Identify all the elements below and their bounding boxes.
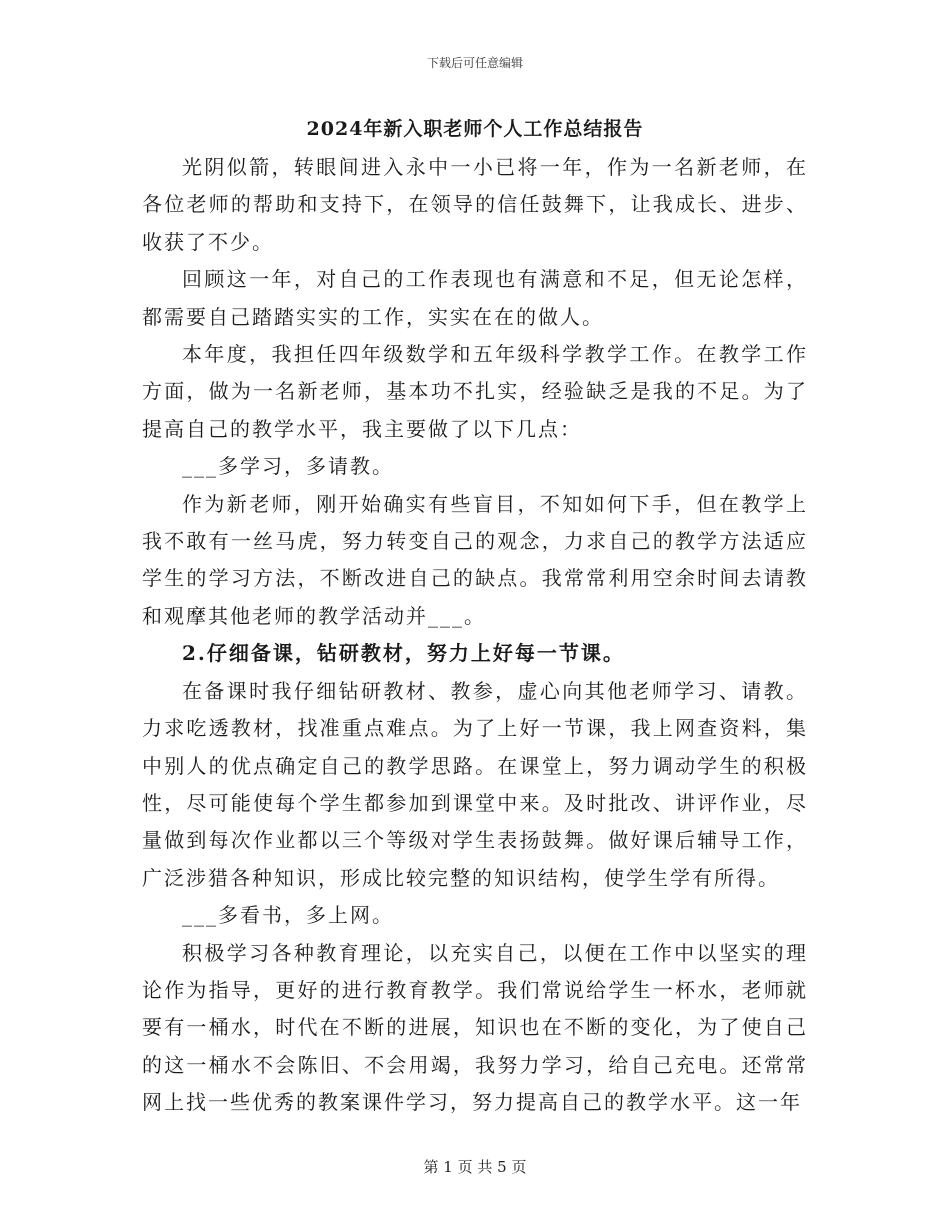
- paragraph-point-3: 积极学习各种教育理论，以充实自己，以便在工作中以坚实的理论作为指导，更好的进行教育教学。我们常说给学生一杯水，老师就要有一桶水，时代在不断的进展，知识也在不断的变化，为了使自己的这一桶水不会陈旧、不会用竭，我努力学习，给自己充电。还常常网上找一些优秀的教案课件学习，努力提高自己的教学水平。这一年: [142, 940, 808, 1115]
- paragraph-review: 回顾这一年，对自己的工作表现也有满意和不足，但无论怎样，都需要自己踏踏实实的工作，实实在在的做人。: [142, 267, 808, 329]
- paragraph-teaching-duty: 本年度，我担任四年级数学和五年级科学教学工作。在教学工作方面，做为一名新老师，基本功不扎实，经验缺乏是我的不足。为了提高自己的教学水平，我主要做了以下几点：: [142, 342, 808, 441]
- heading-point-1: ___多学习，多请教。: [182, 454, 394, 479]
- paragraph-point-1: 作为新老师，刚开始确实有些盲目，不知如何下手，但在教学上我不敢有一丝马虎，努力转变自己的观念，力求自己的教学方法适应学生的学习方法，不断改进自己的缺点。我常常利用空余时间去请教和观摩其他老师的教学活动并___。: [142, 491, 808, 628]
- document-title: 2024年新入职老师个人工作总结报告: [306, 118, 644, 140]
- heading-point-3: ___多看书，多上网。: [182, 903, 394, 928]
- page-number: 第 1 页 共 5 页: [423, 1158, 527, 1176]
- header-note: 下载后可任意编辑: [426, 56, 523, 70]
- heading-point-2: 2.仔细备课，钻研教材，努力上好每一节课。: [182, 641, 625, 666]
- paragraph-intro: 光阴似箭，转眼间进入永中一小已将一年，作为一名新老师，在各位老师的帮助和支持下，在领导的信任鼓舞下，让我成长、进步、收获了不少。: [142, 155, 808, 254]
- document-body: [142, 149, 808, 1122]
- paragraph-point-2: 在备课时我仔细钻研教材、教参，虚心向其他老师学习、请教。力求吃透教材，找准重点难点。为了上好一节课，我上网查资料，集中别人的优点确定自己的教学思路。在课堂上，努力调动学生的积极性，尽可能使每个学生都参加到课堂中来。及时批改、讲评作业，尽量做到每次作业都以三个等级对学生表扬鼓舞。做好课后辅导工作，广泛涉猎各种知识，形成比较完整的知识结构，使学生学有所得。: [142, 678, 808, 890]
